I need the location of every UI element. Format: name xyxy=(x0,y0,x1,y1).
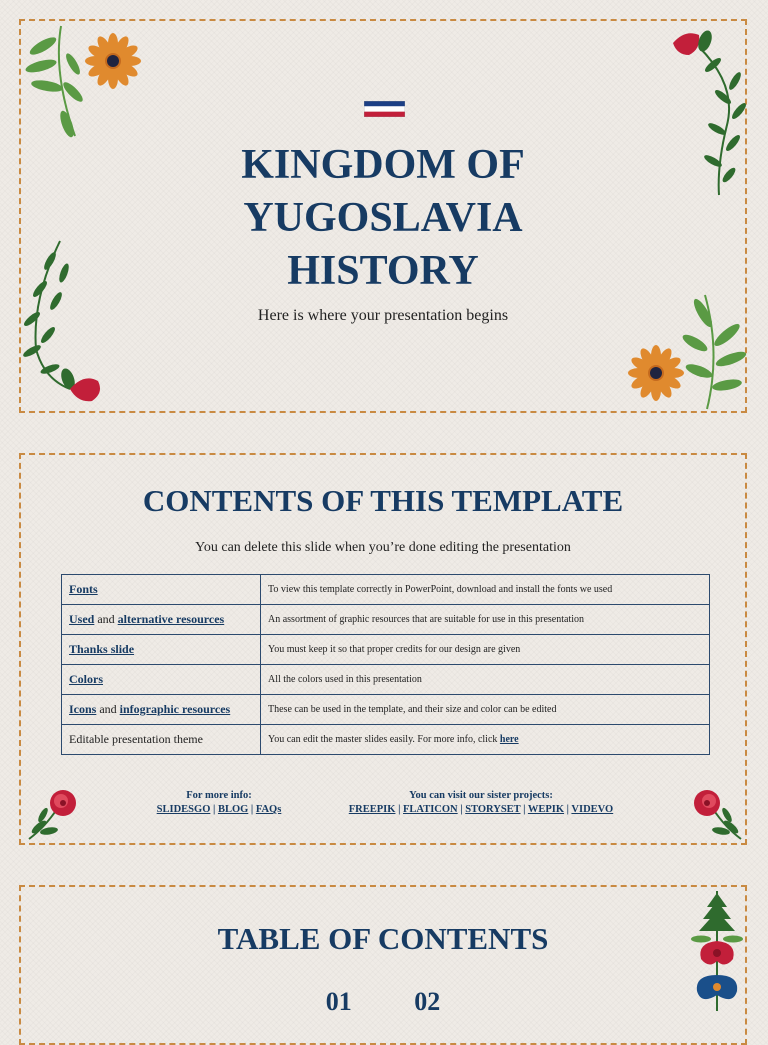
link-separator: | xyxy=(248,804,256,815)
infographic-resources-link[interactable]: infographic resources xyxy=(119,702,231,716)
and-text: and xyxy=(96,702,120,716)
red-bud-branch-icon xyxy=(22,239,106,411)
more-info-footer xyxy=(129,789,309,817)
folk-ornament-icon xyxy=(689,891,745,1023)
red-flower-icon xyxy=(687,787,745,843)
blog-link[interactable]: BLOG xyxy=(217,804,249,815)
colors-link[interactable]: Colors xyxy=(69,672,103,686)
slidesgo-link[interactable]: SLIDESGO xyxy=(156,804,211,815)
storyset-link[interactable]: STORYSET xyxy=(465,804,521,815)
row-description: You can edit the master slides easily. For more info, click xyxy=(268,734,500,745)
table-row xyxy=(62,725,710,755)
contents-title: CONTENTS OF THIS TEMPLATE xyxy=(142,483,624,518)
alternative-resources-link[interactable]: alternative resources xyxy=(117,612,225,626)
leaf-sprig-icon xyxy=(685,293,747,411)
table-row xyxy=(62,665,710,695)
videvo-link[interactable]: VIDEVO xyxy=(571,804,614,815)
orange-flower-icon xyxy=(627,344,685,402)
contents-subtitle: You can delete this slide when you’re done editing the presentation xyxy=(195,540,571,555)
row-description: All the colors used in this presentation xyxy=(261,665,710,695)
and-text: and xyxy=(94,612,118,626)
title-line-3: HISTORY xyxy=(287,248,479,294)
contents-slide xyxy=(19,453,747,845)
red-bud-branch-icon xyxy=(667,25,751,197)
orange-flower-icon xyxy=(84,32,142,90)
sister-projects-title: You can visit our sister projects: xyxy=(409,790,553,801)
title-line-2: YUGOSLAVIA xyxy=(243,195,523,241)
table-row xyxy=(62,695,710,725)
more-info-title: For more info: xyxy=(186,790,252,801)
section-number: 01 xyxy=(325,987,352,1016)
toc-title: TABLE OF CONTENTS xyxy=(217,921,549,956)
contents-table xyxy=(61,574,710,755)
yugoslavia-flag-icon xyxy=(364,101,405,117)
faqs-link[interactable]: FAQs xyxy=(255,804,282,815)
flaticon-link[interactable]: FLATICON xyxy=(403,804,458,815)
link-separator: | xyxy=(457,804,466,815)
thanks-slide-link[interactable]: Thanks slide xyxy=(69,642,135,656)
table-row xyxy=(62,605,710,635)
row-description: These can be used in the template, and their size and color can be edited xyxy=(261,695,710,725)
link-separator: | xyxy=(395,804,403,815)
row-description: An assortment of graphic resources that are suitable for use in this presentation xyxy=(261,605,710,635)
row-description: To view this template correctly in PowerPoint, download and install the fonts we used xyxy=(261,575,710,605)
presentation-subtitle: Here is where your presentation begins xyxy=(257,307,509,324)
row-description: You must keep it so that proper credits for our design are given xyxy=(261,635,710,665)
icons-link[interactable]: Icons xyxy=(69,702,97,716)
editable-theme-label: Editable presentation theme xyxy=(62,725,261,755)
wepik-link[interactable]: WEPIK xyxy=(527,804,565,815)
title-line-1: KINGDOM OF xyxy=(241,142,525,188)
leaf-sprig-icon xyxy=(23,24,83,144)
presentation-title xyxy=(21,139,745,298)
fonts-link[interactable]: Fonts xyxy=(69,582,98,596)
freepik-link[interactable]: FREEPIK xyxy=(348,804,396,815)
link-separator: | xyxy=(520,804,528,815)
table-row xyxy=(62,635,710,665)
used-link[interactable]: Used xyxy=(69,612,95,626)
link-separator: | xyxy=(564,804,572,815)
section-numbers xyxy=(21,987,745,1017)
table-of-contents-slide xyxy=(19,885,747,1045)
sister-projects-footer xyxy=(311,789,651,817)
here-link[interactable]: here xyxy=(499,734,519,745)
table-row xyxy=(62,575,710,605)
link-separator: | xyxy=(210,804,218,815)
red-flower-icon xyxy=(25,787,83,843)
title-slide xyxy=(19,19,747,413)
section-number: 02 xyxy=(414,987,441,1016)
